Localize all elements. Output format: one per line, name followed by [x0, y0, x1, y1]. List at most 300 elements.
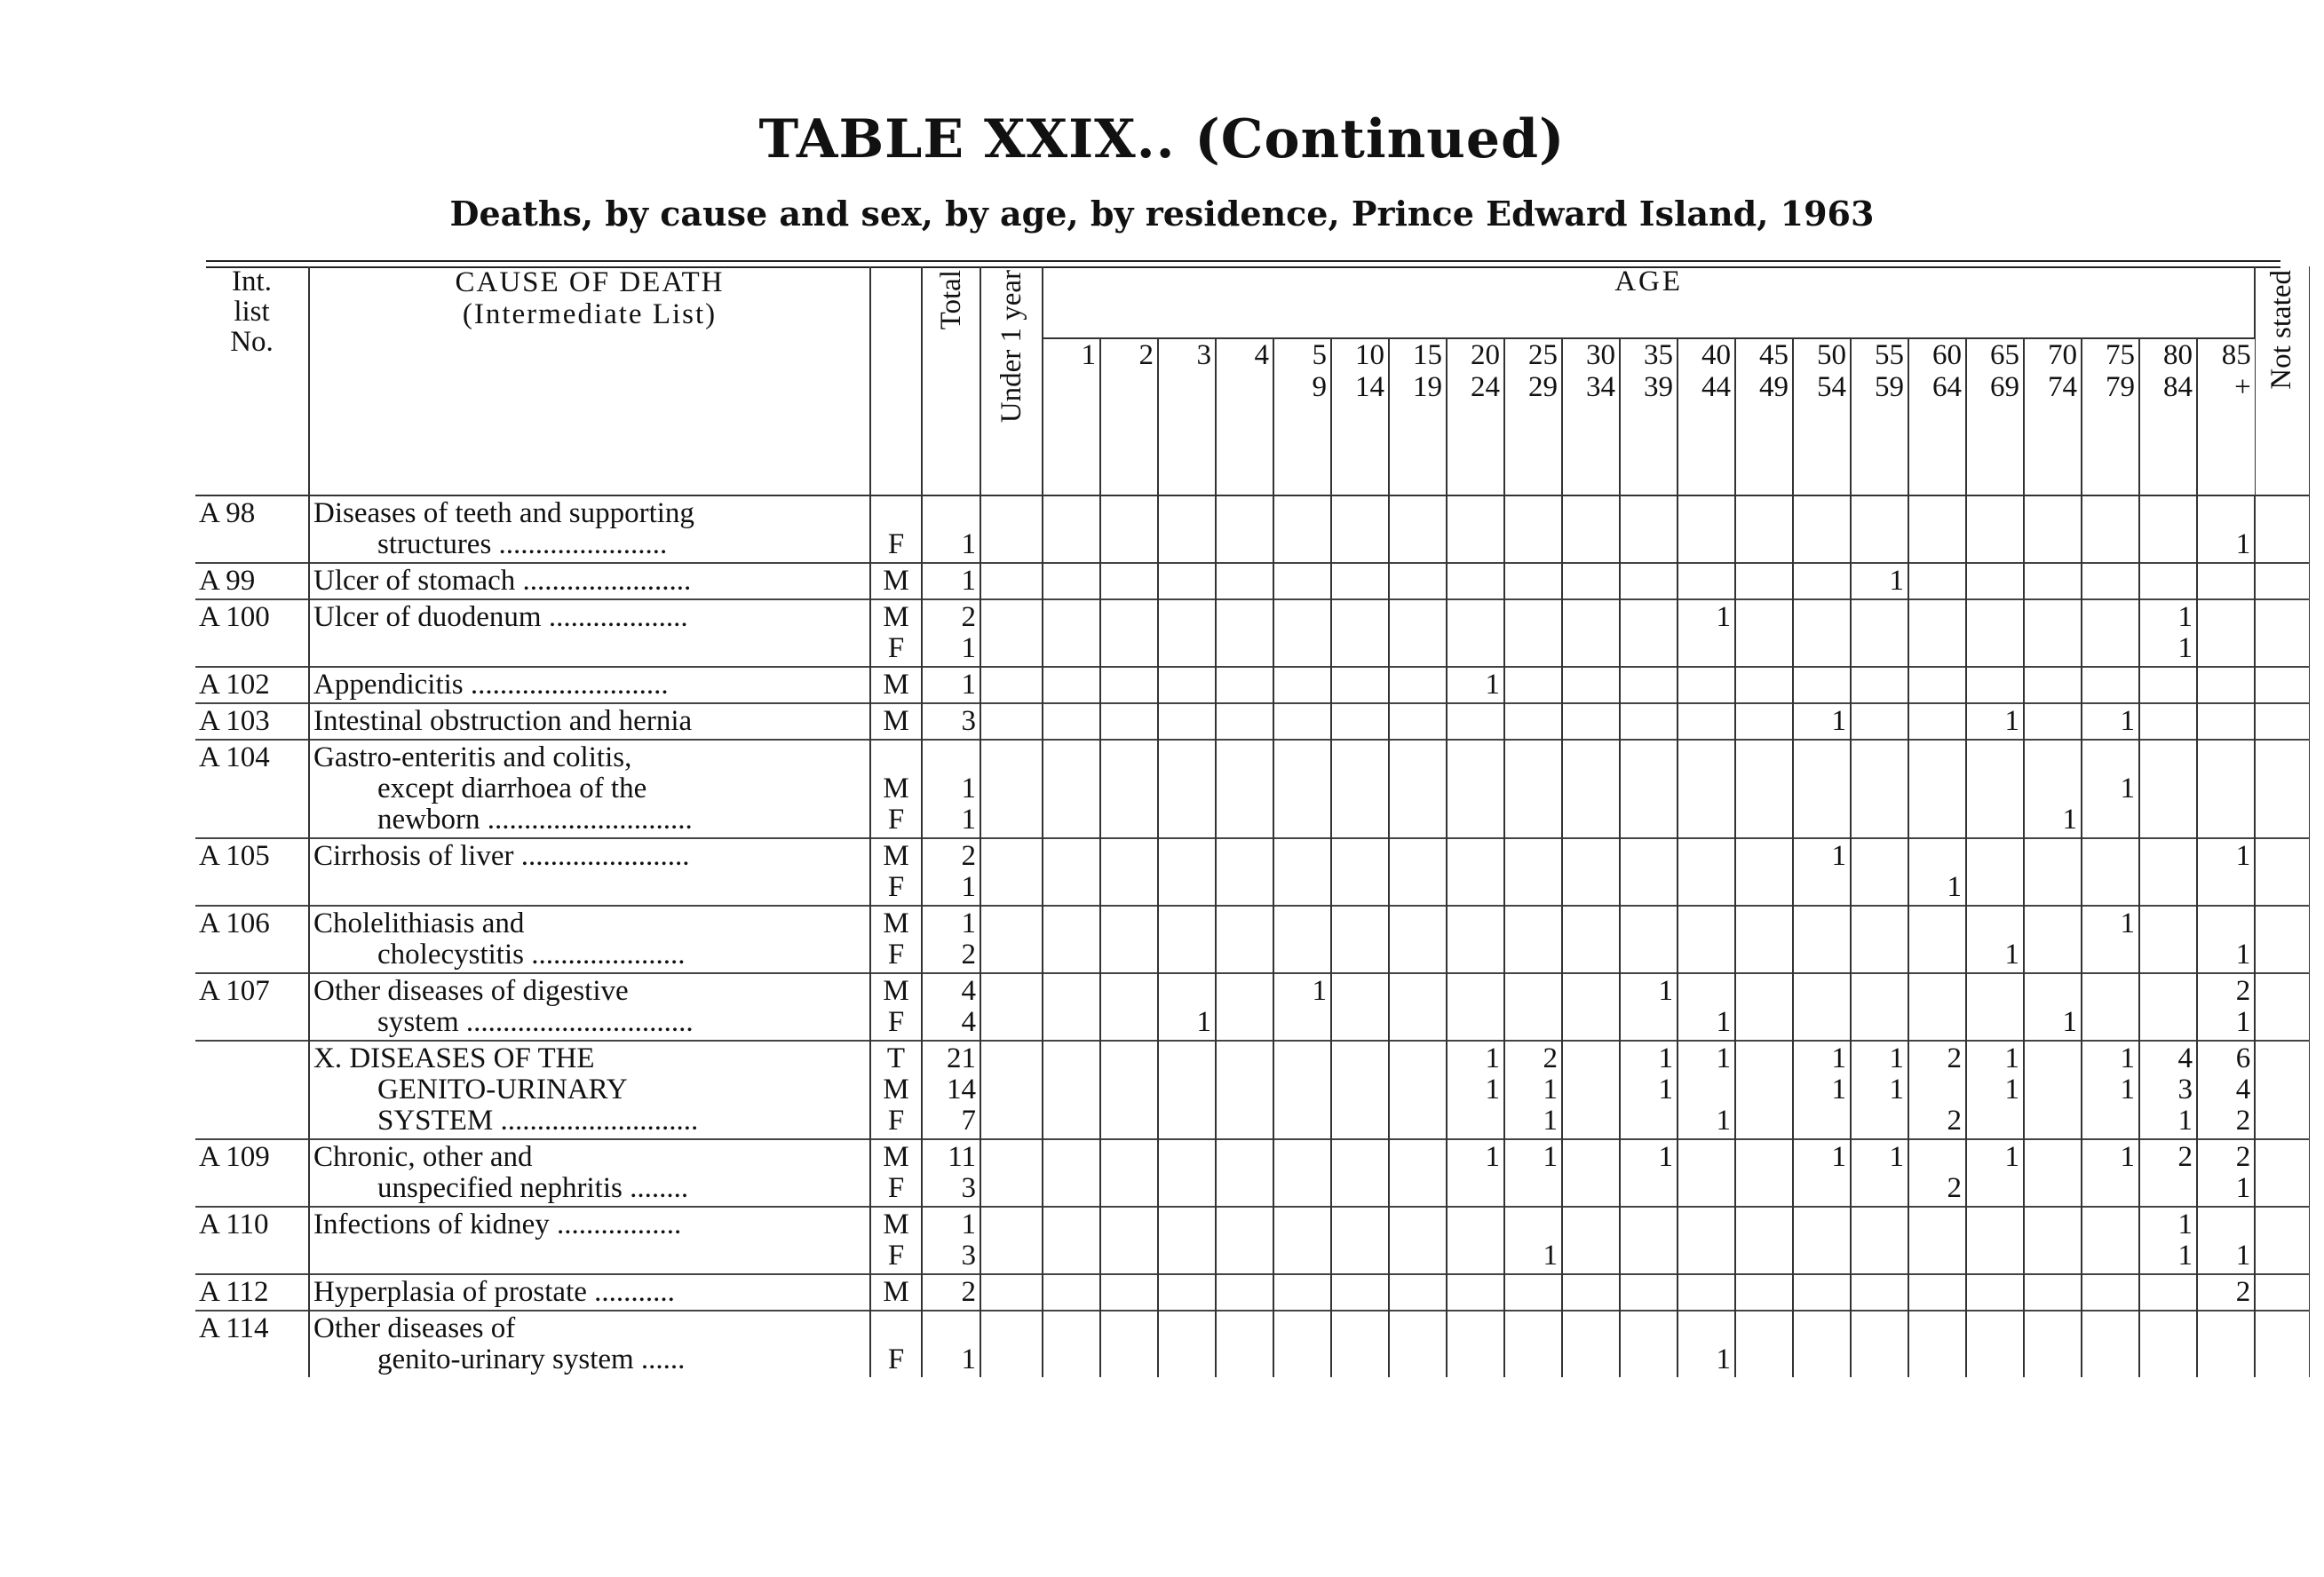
age-value	[2144, 773, 2193, 804]
age-count	[1331, 1274, 1389, 1311]
deaths-table	[195, 266, 2310, 1377]
age-value	[1624, 908, 1673, 939]
cause-of-death	[309, 563, 870, 599]
age-count	[2197, 1041, 2255, 1139]
age-value	[1336, 1043, 1384, 1074]
not-stated-count	[2255, 495, 2309, 563]
age-count	[1100, 599, 1158, 667]
age-count	[1793, 906, 1851, 973]
age-value: 1	[2235, 840, 2251, 872]
age-count	[2024, 838, 2082, 906]
sex-value: F	[887, 1105, 905, 1137]
not-stated-count	[2255, 1041, 2309, 1139]
not-stated-count	[2255, 1311, 2309, 1377]
age-value	[1220, 1043, 1269, 1074]
age-count	[1620, 703, 1678, 740]
age-value: 2	[1947, 1105, 1962, 1137]
age-value	[1913, 1074, 1962, 1105]
cause-of-death	[309, 1207, 870, 1274]
age-value	[2144, 841, 2193, 872]
under-1-year-value	[985, 529, 1038, 560]
age-value	[1393, 1043, 1442, 1074]
cause-of-death	[309, 906, 870, 973]
age-value	[1509, 1344, 1558, 1375]
age-count	[1735, 495, 1793, 563]
age-value	[1451, 773, 1500, 804]
age-value	[1162, 1313, 1211, 1344]
age-count	[1273, 495, 1331, 563]
age-value	[1971, 742, 2019, 773]
age-value	[1855, 976, 1904, 1007]
age-value	[1971, 670, 2019, 701]
age-value	[1162, 566, 1211, 597]
age-col-lower: 1	[1081, 339, 1096, 371]
age-count	[2024, 740, 2082, 838]
age-value: 1	[1658, 975, 1673, 1007]
age-count	[1100, 1311, 1158, 1377]
age-value	[2028, 773, 2077, 804]
age-count	[1851, 1041, 1908, 1139]
age-value	[2028, 670, 2077, 701]
age-count	[1273, 563, 1331, 599]
age-value	[1682, 670, 1731, 701]
age-col-upper: 59	[1875, 371, 1904, 403]
age-value	[1624, 1344, 1673, 1375]
age-count	[1678, 495, 1735, 563]
age-col-lower: 30	[1586, 339, 1615, 371]
age-value	[2028, 1344, 2077, 1375]
age-value: 1	[1485, 1141, 1500, 1173]
age-count	[2082, 1139, 2139, 1207]
age-value	[1797, 939, 1846, 971]
age-value: 1	[2235, 528, 2251, 560]
age-value	[1797, 804, 1846, 836]
age-count	[1851, 599, 1908, 667]
age-value	[1393, 706, 1442, 737]
age-count	[2139, 495, 2197, 563]
age-count	[2082, 973, 2139, 1041]
age-value: 6	[2235, 1042, 2251, 1074]
table-row	[195, 1139, 2309, 1207]
age-value	[1220, 742, 1269, 773]
age-value	[1451, 566, 1500, 597]
sex-value: M	[883, 907, 909, 939]
cause-text: Chronic, other and	[313, 1142, 533, 1173]
age-value	[1567, 1142, 1615, 1173]
age-value	[1105, 976, 1154, 1007]
total-header-text: Total	[934, 270, 967, 330]
age-value	[1162, 841, 1211, 872]
total-count	[922, 563, 980, 599]
age-value	[1451, 633, 1500, 664]
cause-text: unspecified nephritis ........	[377, 1173, 689, 1204]
age-count	[2197, 1207, 2255, 1274]
age-value	[1740, 566, 1789, 597]
age-value	[1393, 804, 1442, 836]
age-value	[1047, 1313, 1096, 1344]
age-count	[1216, 495, 1273, 563]
age-value	[2086, 1313, 2135, 1344]
age-value	[1105, 1344, 1154, 1375]
age-count	[1678, 973, 1735, 1041]
int-list-header-line: list	[234, 296, 270, 328]
age-value	[1971, 976, 2019, 1007]
age-value	[2028, 529, 2077, 560]
age-count	[1504, 906, 1562, 973]
age-count	[1216, 906, 1273, 973]
age-count	[1447, 740, 1504, 838]
sex-value: M	[883, 601, 909, 633]
age-value	[1278, 804, 1327, 836]
age-count	[1043, 973, 1100, 1041]
age-col-lower: 70	[2048, 339, 2077, 371]
age-count	[1504, 1207, 1562, 1274]
age-value	[1451, 976, 1500, 1007]
age-count	[1678, 1274, 1735, 1311]
table-row	[195, 495, 2309, 563]
age-value	[2144, 670, 2193, 701]
age-value	[1624, 498, 1673, 529]
age-value	[2144, 1313, 2193, 1344]
age-count	[1851, 1207, 1908, 1274]
age-col-upper: +	[2234, 371, 2251, 403]
age-col-lower: 75	[2106, 339, 2135, 371]
sex-value: F	[887, 1240, 905, 1272]
age-value	[1855, 742, 1904, 773]
age-col-upper: 69	[1990, 371, 2019, 403]
age-value	[1278, 633, 1327, 664]
age-count	[1158, 599, 1216, 667]
sex-value	[875, 498, 917, 529]
age-value	[2144, 976, 2193, 1007]
age-value	[1451, 1240, 1500, 1272]
age-count	[1851, 495, 1908, 563]
age-value	[1336, 804, 1384, 836]
age-count	[1158, 1139, 1216, 1207]
age-value	[1913, 773, 1962, 804]
age-value	[1971, 841, 2019, 872]
age-value	[2028, 1105, 2077, 1137]
total-count	[922, 973, 980, 1041]
age-value	[1393, 742, 1442, 773]
age-value	[1393, 1142, 1442, 1173]
age-value	[1682, 1313, 1731, 1344]
age-count	[1966, 740, 2024, 838]
age-value	[1278, 498, 1327, 529]
age-count	[1331, 906, 1389, 973]
age-count	[1562, 1207, 1620, 1274]
cause-text: GENITO-URINARY	[377, 1074, 628, 1105]
age-value	[1740, 1142, 1789, 1173]
age-col-header	[2024, 338, 2082, 495]
under-1-year-value	[985, 706, 1038, 737]
age-value	[2028, 498, 2077, 529]
age-value	[1567, 742, 1615, 773]
age-count	[1562, 1139, 1620, 1207]
age-col-upper: 74	[2048, 371, 2077, 403]
age-value	[1971, 1007, 2019, 1038]
age-value	[1336, 742, 1384, 773]
age-value	[1740, 602, 1789, 633]
sex-value: M	[883, 1074, 909, 1105]
age-col-upper: 34	[1586, 371, 1615, 403]
age-count	[1331, 703, 1389, 740]
age-value	[1567, 602, 1615, 633]
age-count	[1447, 599, 1504, 667]
age-count	[1447, 1274, 1504, 1311]
age-value	[1855, 908, 1904, 939]
total-header	[922, 266, 980, 495]
age-count	[1678, 740, 1735, 838]
age-value	[1797, 1173, 1846, 1204]
sex-code	[870, 599, 922, 667]
age-value	[1393, 1007, 1442, 1038]
age-count	[1735, 838, 1793, 906]
table-row	[195, 599, 2309, 667]
table-row	[195, 1311, 2309, 1377]
age-col-header	[2197, 338, 2255, 495]
age-value	[1047, 908, 1096, 939]
age-value	[1220, 633, 1269, 664]
not-stated-count	[2255, 973, 2309, 1041]
age-count	[2139, 563, 2197, 599]
age-col-header	[1447, 338, 1504, 495]
age-col-lower: 80	[2163, 339, 2193, 371]
age-value	[1047, 841, 1096, 872]
age-count	[1620, 1311, 1678, 1377]
age-value	[1855, 1240, 1904, 1272]
age-count	[1966, 599, 2024, 667]
age-value	[1740, 976, 1789, 1007]
age-count	[1331, 1207, 1389, 1274]
age-count	[1043, 703, 1100, 740]
age-value	[1971, 1105, 2019, 1137]
not-stated-value	[2259, 841, 2305, 872]
cause-line	[313, 498, 866, 529]
age-value	[1278, 602, 1327, 633]
age-value	[1855, 804, 1904, 836]
age-value	[2201, 872, 2250, 903]
sex-value: M	[883, 565, 909, 597]
age-count	[2197, 1139, 2255, 1207]
age-count	[1620, 599, 1678, 667]
age-value	[2028, 872, 2077, 903]
age-value: 1	[1889, 565, 1904, 597]
age-value	[1971, 1313, 2019, 1344]
age-value	[1393, 1105, 1442, 1137]
age-count	[1793, 563, 1851, 599]
age-value	[1220, 566, 1269, 597]
age-count	[2139, 973, 2197, 1041]
total-count	[922, 495, 980, 563]
cause-line	[313, 939, 866, 971]
age-count	[1620, 906, 1678, 973]
age-value	[2086, 1173, 2135, 1204]
age-value	[1740, 872, 1789, 903]
age-value	[1451, 1313, 1500, 1344]
age-count	[1158, 703, 1216, 740]
age-count	[1504, 1274, 1562, 1311]
age-value	[1797, 1240, 1846, 1272]
age-count	[1793, 838, 1851, 906]
sex-code	[870, 667, 922, 703]
age-value	[1451, 1344, 1500, 1375]
total-count	[922, 1207, 980, 1274]
age-value	[1624, 1313, 1673, 1344]
age-value	[1278, 1074, 1327, 1105]
age-value	[1740, 670, 1789, 701]
age-value: 2	[2177, 1141, 2193, 1173]
age-value	[1278, 1277, 1327, 1308]
age-value	[1336, 976, 1384, 1007]
age-value	[1451, 706, 1500, 737]
sex-code	[870, 740, 922, 838]
age-value: 1	[1831, 705, 1846, 737]
age-count	[1908, 1041, 1966, 1139]
age-count	[1043, 1207, 1100, 1274]
age-value	[1971, 872, 2019, 903]
cause-of-death	[309, 1274, 870, 1311]
age-value	[1105, 1074, 1154, 1105]
sex-code	[870, 1207, 922, 1274]
age-value	[2201, 706, 2250, 737]
age-value	[1393, 1209, 1442, 1240]
age-count	[1043, 838, 1100, 906]
age-value: 1	[2235, 939, 2251, 971]
age-value	[1797, 1105, 1846, 1137]
age-count	[2197, 563, 2255, 599]
age-count	[2024, 973, 2082, 1041]
cause-text: Ulcer of duodenum ...................	[313, 602, 688, 633]
age-count	[1389, 1274, 1447, 1311]
age-value	[1797, 633, 1846, 664]
age-value	[2144, 1007, 2193, 1038]
total-value: 2	[961, 840, 976, 872]
age-value	[1913, 706, 1962, 737]
age-count	[1447, 838, 1504, 906]
under-1-year-value	[985, 670, 1038, 701]
age-count	[2139, 1041, 2197, 1139]
age-col-upper: 19	[1413, 371, 1442, 403]
under-1-year-count	[980, 667, 1043, 703]
age-col-upper: 64	[1932, 371, 1962, 403]
age-value	[1047, 773, 1096, 804]
age-value	[1567, 1313, 1615, 1344]
age-value	[1336, 773, 1384, 804]
age-count	[1562, 1311, 1620, 1377]
age-count	[1504, 838, 1562, 906]
age-count	[2197, 973, 2255, 1041]
age-count	[2139, 667, 2197, 703]
int-list-number: A 114	[195, 1311, 309, 1377]
under-1-year-count	[980, 740, 1043, 838]
age-value	[1567, 1007, 1615, 1038]
age-count	[1851, 703, 1908, 740]
age-value	[1855, 1313, 1904, 1344]
age-count	[1389, 906, 1447, 973]
sex-value: M	[883, 669, 909, 701]
age-value	[1913, 1142, 1962, 1173]
age-count	[2197, 599, 2255, 667]
age-count	[1908, 1139, 1966, 1207]
table-row	[195, 1274, 2309, 1311]
under-1-year-value	[985, 1105, 1038, 1137]
age-count	[1447, 495, 1504, 563]
cause-text: except diarrhoea of the	[377, 773, 647, 804]
cause-line	[313, 1105, 866, 1137]
age-count	[1966, 1274, 2024, 1311]
age-col-lower: 2	[1138, 339, 1154, 371]
age-count	[2139, 740, 2197, 838]
age-value	[1740, 773, 1789, 804]
age-col-header	[1678, 338, 1735, 495]
age-value	[2086, 633, 2135, 664]
age-value	[1278, 1173, 1327, 1204]
age-value	[1162, 1277, 1211, 1308]
not-stated-count	[2255, 740, 2309, 838]
sex-value: F	[887, 939, 905, 971]
sex-value: M	[883, 1276, 909, 1308]
total-value: 7	[961, 1105, 976, 1137]
age-count	[1735, 740, 1793, 838]
age-value	[1105, 1007, 1154, 1038]
age-value	[2028, 908, 2077, 939]
age-value	[1162, 498, 1211, 529]
age-value: 1	[1485, 1042, 1500, 1074]
age-value	[1105, 908, 1154, 939]
age-value	[1913, 670, 1962, 701]
not-stated-value	[2259, 976, 2305, 1007]
age-value	[1509, 1173, 1558, 1204]
cause-header-line: CAUSE OF DEATH	[455, 266, 725, 298]
age-value	[1624, 841, 1673, 872]
age-count	[1043, 1274, 1100, 1311]
age-count	[1678, 1139, 1735, 1207]
age-count	[1273, 838, 1331, 906]
sex-value	[875, 742, 917, 773]
age-value	[1105, 1277, 1154, 1308]
int-list-number: A 112	[195, 1274, 309, 1311]
age-value	[1220, 976, 1269, 1007]
age-count	[2082, 906, 2139, 973]
not-stated-value	[2259, 706, 2305, 737]
age-value	[2144, 706, 2193, 737]
age-value	[1220, 908, 1269, 939]
age-count	[1678, 599, 1735, 667]
age-value: 1	[2062, 1006, 2077, 1038]
age-count	[1966, 563, 2024, 599]
cause-text: Infections of kidney .................	[313, 1209, 682, 1240]
age-count	[1735, 1041, 1793, 1139]
age-value	[1567, 939, 1615, 971]
age-count	[1793, 599, 1851, 667]
cause-text: X. DISEASES OF THE	[313, 1043, 595, 1074]
cause-of-death	[309, 1311, 870, 1377]
age-col-upper: 39	[1644, 371, 1673, 403]
sex-value: F	[887, 528, 905, 560]
age-value	[1971, 1240, 2019, 1272]
age-count	[1331, 740, 1389, 838]
age-value	[1797, 1313, 1846, 1344]
not-stated-value	[2259, 670, 2305, 701]
cause-line	[313, 773, 866, 804]
age-value	[1220, 1344, 1269, 1375]
age-value: 1	[1889, 1042, 1904, 1074]
cause-header	[309, 266, 870, 495]
age-value	[1567, 529, 1615, 560]
int-list-number: A 109	[195, 1139, 309, 1207]
age-count	[1908, 1311, 1966, 1377]
